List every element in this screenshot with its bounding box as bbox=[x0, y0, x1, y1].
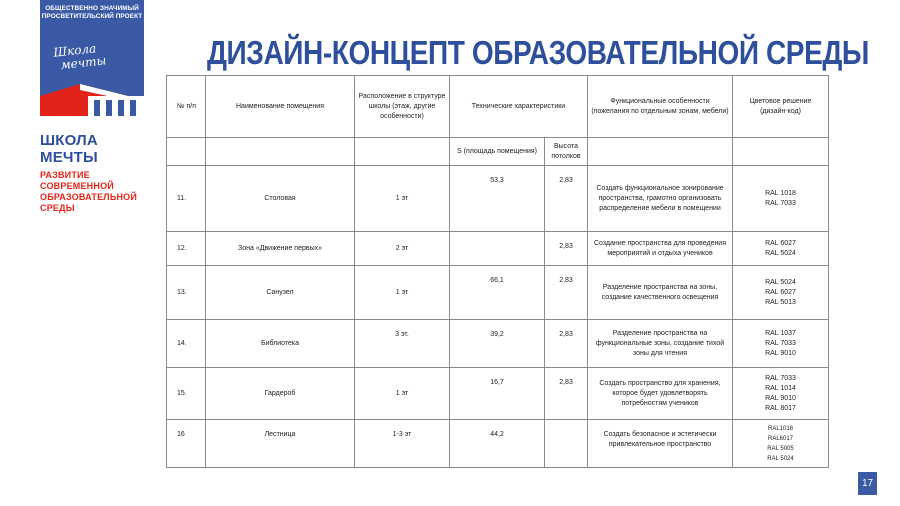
cell-func: Разделение пространства на зоны, создание качественного освещения bbox=[588, 266, 733, 320]
cell-color-code bbox=[733, 320, 829, 368]
cell-height bbox=[545, 420, 588, 468]
ral-code: RAL 9010 bbox=[765, 394, 796, 402]
ral-code: RAL 5005 bbox=[767, 445, 794, 452]
subheader-empty bbox=[167, 138, 206, 166]
cell-color-code bbox=[733, 368, 829, 420]
ral-code: RAL 6027 bbox=[765, 288, 796, 296]
brand-subtitle-line-1: РАЗВИТИЕ СОВРЕМЕННОЙ bbox=[40, 170, 114, 191]
subheader-area: S (площадь помещения) bbox=[450, 138, 545, 166]
cell-area: 39,2 bbox=[450, 320, 545, 368]
subheader-empty bbox=[588, 138, 733, 166]
ral-code: RAL6017 bbox=[767, 435, 794, 442]
cell-location: 1-3 эт bbox=[355, 420, 450, 468]
cell-num: 16 bbox=[167, 420, 206, 468]
project-tagline bbox=[40, 5, 144, 21]
cell-height: 2,83 bbox=[545, 368, 588, 420]
logo-script-line-2: мечты bbox=[60, 53, 107, 73]
table-row bbox=[167, 266, 829, 320]
cell-name: Зона «Движение первых» bbox=[206, 232, 355, 266]
ral-code: RAL 1018 bbox=[765, 189, 796, 197]
cell-area: 53,3 bbox=[450, 166, 545, 232]
table-row bbox=[167, 420, 829, 468]
project-logo bbox=[40, 0, 144, 116]
cell-height: 2,83 bbox=[545, 320, 588, 368]
ral-code: RAL 1014 bbox=[765, 384, 796, 392]
cell-area: 44,2 bbox=[450, 420, 545, 468]
cell-name: Библиотека bbox=[206, 320, 355, 368]
cell-func: Создать функциональное зонирование пространства, грамотно организовать распределение мебели в помещении bbox=[588, 166, 733, 232]
ral-code: RAL 5024 bbox=[765, 249, 796, 257]
cell-area: 66,1 bbox=[450, 266, 545, 320]
header-func: Функциональные особенности (пожелания по отдельным зонам, мебели) bbox=[588, 76, 733, 138]
table-row bbox=[167, 368, 829, 420]
subheader-empty bbox=[355, 138, 450, 166]
header-color: Цветовое решение (дизайн-код) bbox=[733, 76, 829, 138]
ral-code: RAL 7033 bbox=[765, 199, 796, 207]
table-subheader-row bbox=[167, 138, 829, 166]
cell-location: 1 эт bbox=[355, 266, 450, 320]
cell-area bbox=[450, 232, 545, 266]
cell-func: Создание пространства для проведения мероприятий и отдыха учеников bbox=[588, 232, 733, 266]
cell-num: 12. bbox=[167, 232, 206, 266]
table-row bbox=[167, 320, 829, 368]
cell-func: Разделение пространства на функциональные зоны, создание тихой зоны для чтения bbox=[588, 320, 733, 368]
page-title: ДИЗАЙН-КОНЦЕПТ ОБРАЗОВАТЕЛЬНОЙ СРЕДЫ bbox=[207, 34, 869, 71]
cell-location: 1 эт bbox=[355, 166, 450, 232]
table-row bbox=[167, 166, 829, 232]
subheader-empty bbox=[733, 138, 829, 166]
cell-func: Создать пространство для хранения, которое будет удовлетворять потребностям учеников bbox=[588, 368, 733, 420]
ral-code: RAL 6027 bbox=[765, 239, 796, 247]
ral-code: RAL 5024 bbox=[767, 455, 794, 462]
cell-func: Создать безопасное и эстетически привлекательное пространство bbox=[588, 420, 733, 468]
ral-code: RAL 5024 bbox=[765, 278, 796, 286]
cell-height: 2,83 bbox=[545, 266, 588, 320]
cell-color-code bbox=[733, 166, 829, 232]
header-name: Наименование помещения bbox=[206, 76, 355, 138]
header-location: Расположение в структуре школы (этаж, другие особенности) bbox=[355, 76, 450, 138]
cell-location: 3 эт. bbox=[355, 320, 450, 368]
cell-name: Столовая bbox=[206, 166, 355, 232]
cell-num: 13. bbox=[167, 266, 206, 320]
table-header-row bbox=[167, 76, 829, 138]
ral-code: RAL 7033 bbox=[765, 339, 796, 347]
cell-location: 2 эт bbox=[355, 232, 450, 266]
ral-code: RAL 1037 bbox=[765, 329, 796, 337]
subheader-height: Высота потолков bbox=[545, 138, 588, 166]
brand-name: ШКОЛА МЕЧТЫ bbox=[40, 132, 98, 166]
table-row bbox=[167, 232, 829, 266]
ral-code: RAL1018 bbox=[767, 425, 794, 432]
ral-code: RAL 7033 bbox=[765, 374, 796, 382]
page-number: 17 bbox=[858, 472, 877, 495]
cell-name: Санузел bbox=[206, 266, 355, 320]
ral-code: RAL 5013 bbox=[765, 298, 796, 306]
tagline-line-1: ОБЩЕСТВЕННО ЗНАЧИМЫЙ bbox=[45, 5, 139, 12]
cell-area: 16,7 bbox=[450, 368, 545, 420]
cell-height: 2,83 bbox=[545, 166, 588, 232]
ral-code: RAL 8017 bbox=[765, 404, 796, 412]
brand-panel bbox=[40, 0, 144, 214]
subheader-empty bbox=[206, 138, 355, 166]
tagline-line-2: ПРОСВЕТИТЕЛЬСКИЙ ПРОЕКТ bbox=[41, 13, 143, 20]
cell-num: 11. bbox=[167, 166, 206, 232]
cell-name: Гардероб bbox=[206, 368, 355, 420]
cell-color-code bbox=[733, 266, 829, 320]
brand-subtitle bbox=[40, 170, 144, 214]
ral-code: RAL 9010 bbox=[765, 349, 796, 357]
cell-color-code bbox=[733, 232, 829, 266]
design-concept-table bbox=[166, 75, 829, 468]
house-icon bbox=[40, 82, 144, 116]
brand-subtitle-line-2: ОБРАЗОВАТЕЛЬНОЙ СРЕДЫ bbox=[40, 192, 138, 213]
cell-location: 1 эт bbox=[355, 368, 450, 420]
cell-color-code bbox=[733, 420, 829, 468]
cell-num: 15. bbox=[167, 368, 206, 420]
logo-script-line-1: Школа bbox=[52, 41, 97, 60]
logo-script bbox=[53, 41, 107, 72]
header-tech: Технические характеристики bbox=[450, 76, 588, 138]
cell-num: 14. bbox=[167, 320, 206, 368]
cell-name: Лестница bbox=[206, 420, 355, 468]
header-num: № п/п bbox=[167, 76, 206, 138]
cell-height: 2,83 bbox=[545, 232, 588, 266]
